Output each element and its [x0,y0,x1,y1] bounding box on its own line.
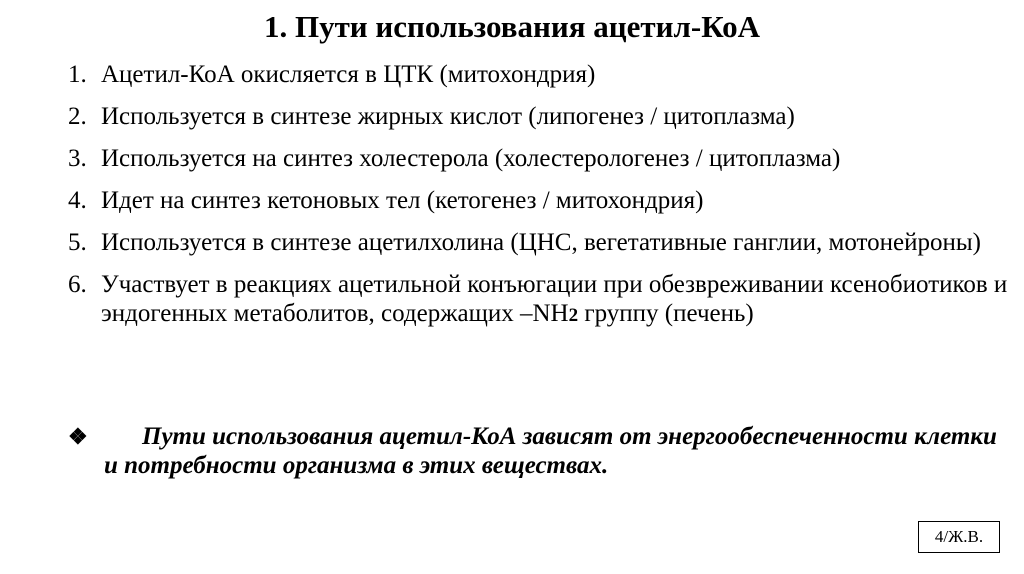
item-text: Используется в синтезе жирных кислот (липогенез / цитоплазма) [101,103,795,130]
item-text-after: группу (печень) [578,300,754,327]
item-text: Используется в синтезе ацетилхолина (ЦНС, вегетативные ганглии, мотонейроны) [101,229,981,256]
list-item [68,102,1008,131]
item-number: 5. [68,229,87,256]
usage-list [68,60,1008,330]
list-item [68,228,1008,257]
list-item [68,144,1008,173]
item-text-before: Участвует в реакциях ацетильной конъюгации при обезвреживании ксенобиотиков и эндогенных метаболитов, содержащих –NH [101,271,1008,327]
item-number: 1. [68,61,87,88]
item-number: 3. [68,145,87,172]
diamond-bullet-icon: ❖ [68,424,88,449]
list-item [68,60,1008,89]
item-subscript: 2 [568,305,579,326]
list-item [68,270,1008,330]
item-text: Идет на синтез кетоновых тел (кетогенез / митохондрия) [101,187,704,214]
list-item [68,186,1008,215]
item-text: Используется на синтез холестерола (холестерологенез / цитоплазма) [101,145,841,172]
slide-number-badge: 4/Ж.В. [918,521,1000,553]
item-text: Ацетил-КоА окисляется в ЦТК (митохондрия) [101,61,596,88]
conclusion-text: Пути использования ацетил-КоА зависят от энергообеспеченности клетки и потребности организма в этих веществах. [104,423,997,479]
item-number: 2. [68,103,87,130]
item-text [101,270,1008,330]
item-number: 4. [68,187,87,214]
item-number: 6. [68,271,87,298]
page-title: 1. Пути использования ацетил-КоА [263,9,761,44]
conclusion-note [68,422,1008,480]
